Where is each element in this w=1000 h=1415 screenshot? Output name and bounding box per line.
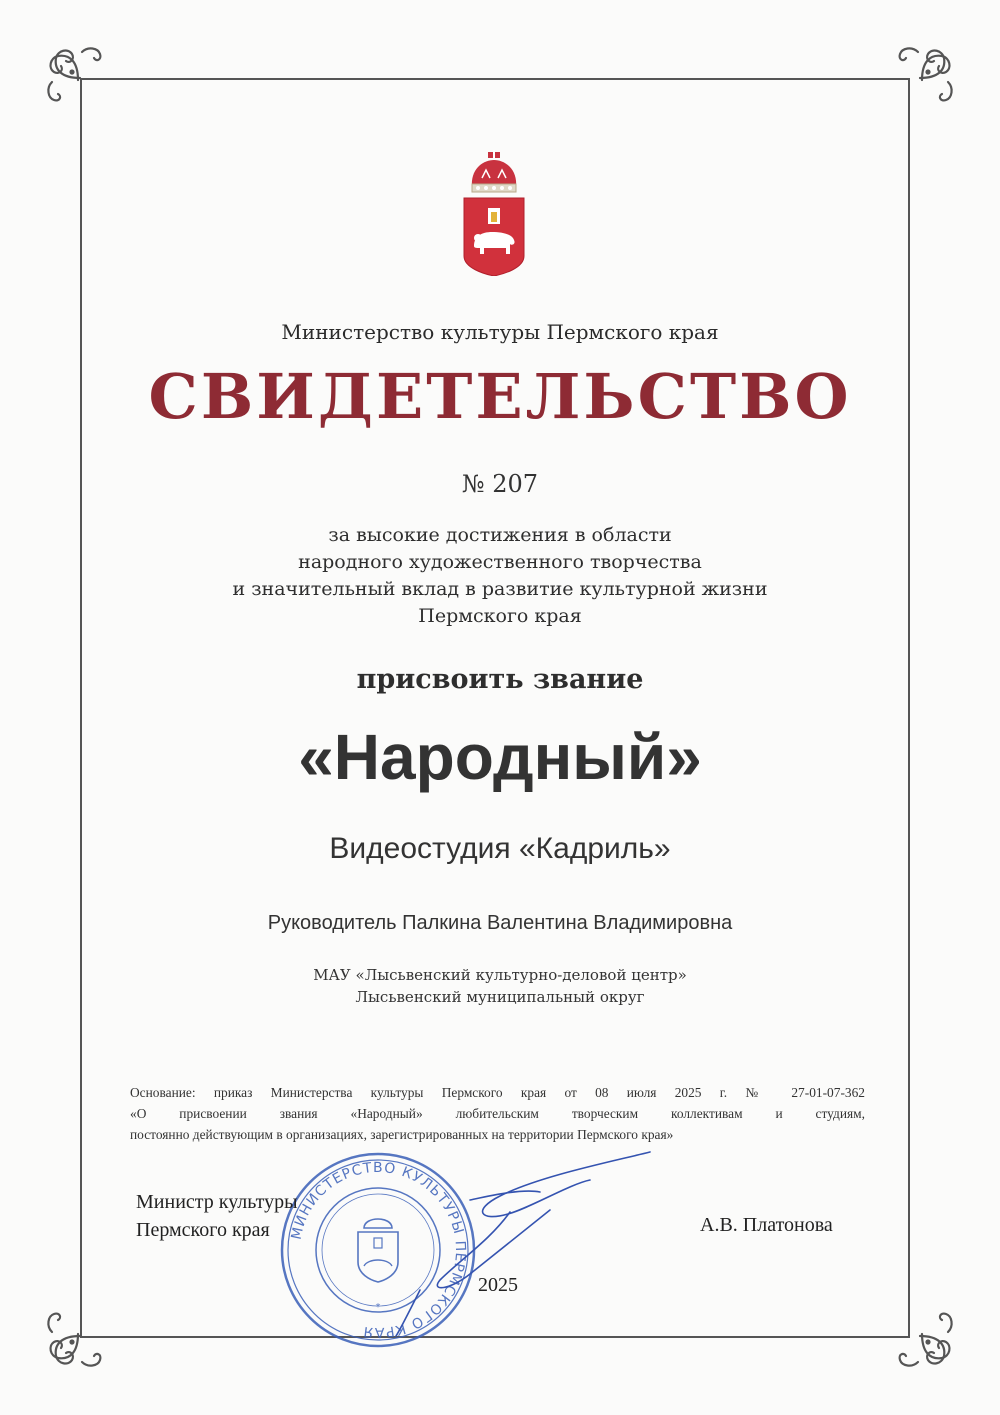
minister-title-line: Министр культуры [136,1191,298,1213]
document-number: № 207 [461,470,539,498]
organization [0,964,1000,1008]
perm-krai-coat-of-arms-icon [458,148,530,276]
minister-title [136,1188,298,1244]
issue-year: 2025 [478,1274,518,1296]
document-title: СВИДЕТЕЛЬСТВО [148,360,852,433]
award-reason-line: Пермского края [418,605,582,627]
ministry-name: Министерство культуры Пермского края [281,320,719,344]
corner-ornament-icon [42,1302,112,1372]
signer-name: А.В. Платонова [700,1214,833,1236]
leader-name: Руководитель Палкина Валентина Владимировна [267,912,733,934]
basis-line: «О присвоении звания «Народный» любительским творческим коллективам и студиям, [130,1106,865,1121]
corner-ornament-icon [42,42,112,112]
corner-ornament-icon [888,42,958,112]
minister-title-line: Пермского края [136,1219,270,1241]
award-reason-line: народного художественного творчества [298,551,702,573]
assign-caption: присвоить звание [356,664,644,695]
corner-ornament-icon [888,1302,958,1372]
organization-line: МАУ «Лысьвенский культурно-деловой центр» [313,966,687,984]
svg-text:*: * [375,1302,381,1313]
svg-text:МИНИСТЕРСТВО КУЛЬТУРЫ ПЕРМСКОГ: МИНИСТЕРСТВО КУЛЬТУРЫ ПЕРМСКОГО КРАЯ [288,1159,469,1341]
basis-text [130,1082,865,1145]
studio-name: Видеостудия «Кадриль» [329,832,671,865]
handwritten-signature-icon [380,1140,680,1340]
basis-line: постоянно действующим в организациях, зарегистрированных на территории Пермского края» [130,1127,674,1142]
basis-line: Основание: приказ Министерства культуры Пермского края от 08 июля 2025 г. № 27-01-07-362 [130,1085,865,1100]
organization-line: Лысьвенский муниципальный округ [355,988,645,1006]
award-reason [0,522,1000,630]
award-reason-line: и значительный вклад в развитие культурной жизни [232,578,768,600]
award-reason-line: за высокие достижения в области [328,524,672,546]
rank-title: «Народный» [298,721,702,793]
